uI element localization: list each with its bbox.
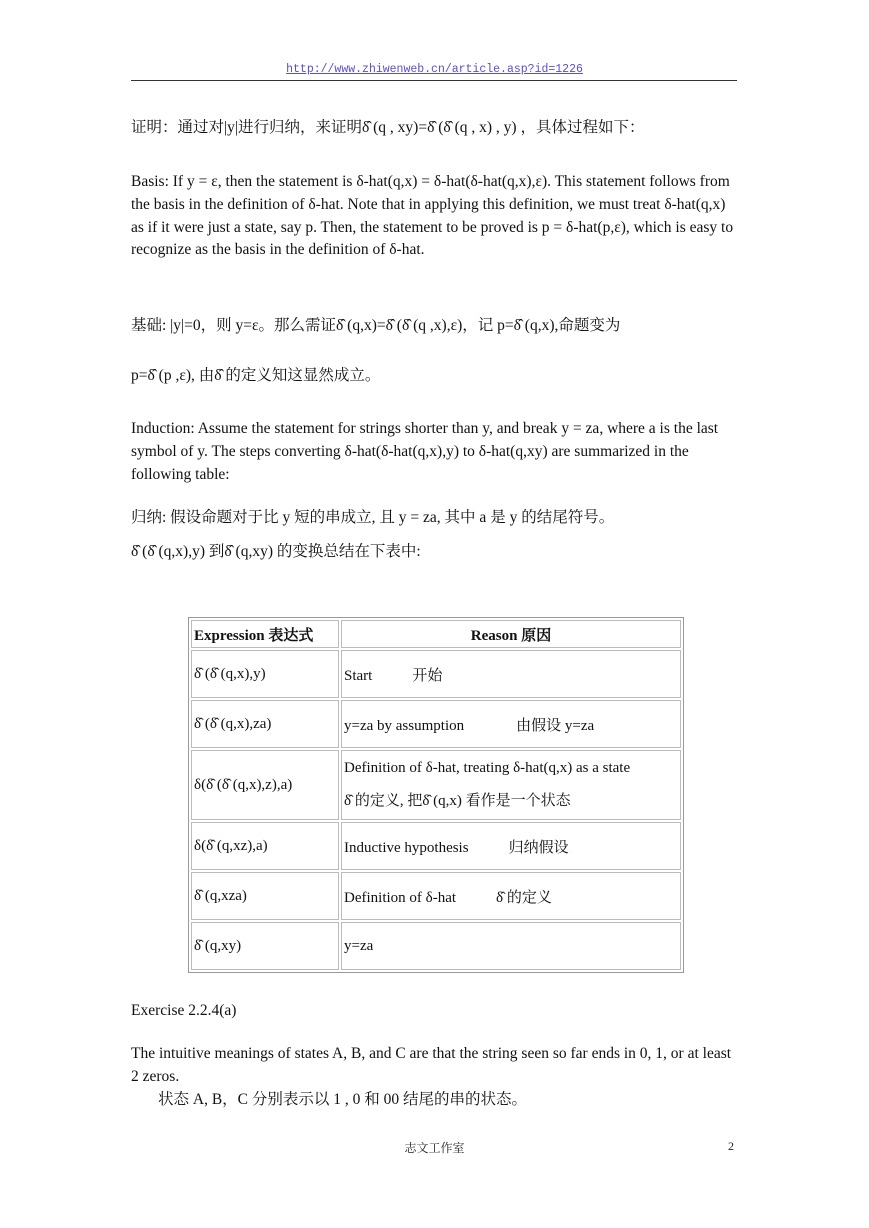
reason-text-zh: 由假设 y=za bbox=[516, 717, 595, 734]
footer-studio-name: 志文工作室 bbox=[404, 1141, 465, 1155]
header-url-link[interactable]: http://www.zhiwenweb.cn/article.asp?id=1226 bbox=[286, 63, 583, 76]
reason-text: y=za by assumption bbox=[344, 717, 465, 734]
expression-cell: δ̂ (δ̂ (q,x),za) bbox=[191, 700, 339, 748]
header-expression: Expression 表达式 bbox=[191, 620, 339, 648]
exercise-chinese: 状态 A, B，C 分别表示以 1 , 0 和 00 结尾的串的状态。 bbox=[158, 1091, 527, 1108]
reason-text: Definition of δ-hat bbox=[344, 889, 457, 906]
table-row bbox=[191, 700, 681, 748]
reason-text-zh: 归纳假设 bbox=[508, 839, 569, 856]
reason-text-zh: δ̂ 的定义, 把δ̂ (q,x) 看作是一个状态 bbox=[344, 793, 571, 809]
induction-english: Induction: Assume the statement for strings shorter than y, and break y = za, where a is the last symbol of y. The steps converting δ-hat(δ-hat(q,x),y) to δ-hat(q,xy) are summarized in the following table: bbox=[131, 420, 719, 483]
induction-chinese-line2: δ̂ (δ̂ (q,x),y) 到δ̂ (q,xy) 的变换总结在下表中: bbox=[131, 543, 421, 560]
footer-page-number: 2 bbox=[728, 1139, 734, 1153]
basis-chinese-line1: 基础: |y|=0，则 y=ε。那么需证δ̂ (q,x)=δ̂ (δ̂ (q ,x),ε)，记 p=δ̂ (q,x),命题变为 bbox=[131, 317, 621, 334]
proof-intro: 证明：通过对|y|进行归纳，来证明δ̂ (q , xy)=δ̂ (δ̂ (q , x) , y) ，具体过程如下： bbox=[131, 119, 645, 136]
reason-cell bbox=[341, 872, 681, 920]
table-row bbox=[191, 872, 681, 920]
reason-text: Start bbox=[344, 667, 373, 684]
reason-cell bbox=[341, 650, 681, 698]
table-row bbox=[191, 650, 681, 698]
reason-text: Inductive hypothesis bbox=[344, 839, 469, 856]
table-row bbox=[191, 922, 681, 970]
exercise-english: The intuitive meanings of states A, B, and C are that the string seen so far ends in 0, 1, or at least 2 zeros. bbox=[131, 1045, 732, 1085]
header-reason: Reason 原因 bbox=[341, 620, 681, 648]
reason-cell bbox=[341, 700, 681, 748]
reason-cell bbox=[341, 822, 681, 870]
table-header-row bbox=[191, 620, 681, 648]
reason-text-zh: 开始 bbox=[412, 667, 443, 684]
table-row bbox=[191, 750, 681, 820]
header-divider bbox=[131, 80, 737, 81]
derivation-table bbox=[188, 617, 684, 973]
table-row bbox=[191, 822, 681, 870]
expression-cell: δ(δ̂ (q,xz),a) bbox=[191, 822, 339, 870]
reason-text: y=za bbox=[344, 937, 374, 954]
basis-english: Basis: If y = ε, then the statement is δ-hat(q,x) = δ-hat(δ-hat(q,x),ε). This statement follows from the basis in the definition of δ-hat. Note that in applying this definition, we must treat δ-hat(q,x) as if it were just a state, say p. Then, the statement to be proved is p = δ-hat(p,ε), which is easy to recognize as the basis in the definition of δ-hat. bbox=[131, 173, 734, 259]
expression-cell: δ̂ (q,xy) bbox=[191, 922, 339, 970]
induction-chinese-line1: 归纳: 假设命题对于比 y 短的串成立, 且 y = za, 其中 a 是 y 的结尾符号。 bbox=[131, 509, 615, 526]
expression-cell: δ̂ (q,xza) bbox=[191, 872, 339, 920]
reason-cell bbox=[341, 922, 681, 970]
exercise-title: Exercise 2.2.4(a) bbox=[131, 1002, 237, 1019]
expression-cell: δ̂ (δ̂ (q,x),y) bbox=[191, 650, 339, 698]
reason-cell bbox=[341, 750, 681, 820]
reason-text-zh: δ̂ 的定义 bbox=[496, 889, 552, 906]
reason-text: Definition of δ-hat, treating δ-hat(q,x) as a state bbox=[344, 760, 631, 776]
expression-cell: δ(δ̂ (δ̂ (q,x),z),a) bbox=[191, 750, 339, 820]
basis-chinese-line2: p=δ̂ (p ,ε), 由δ̂ 的定义知这显然成立。 bbox=[131, 367, 381, 384]
